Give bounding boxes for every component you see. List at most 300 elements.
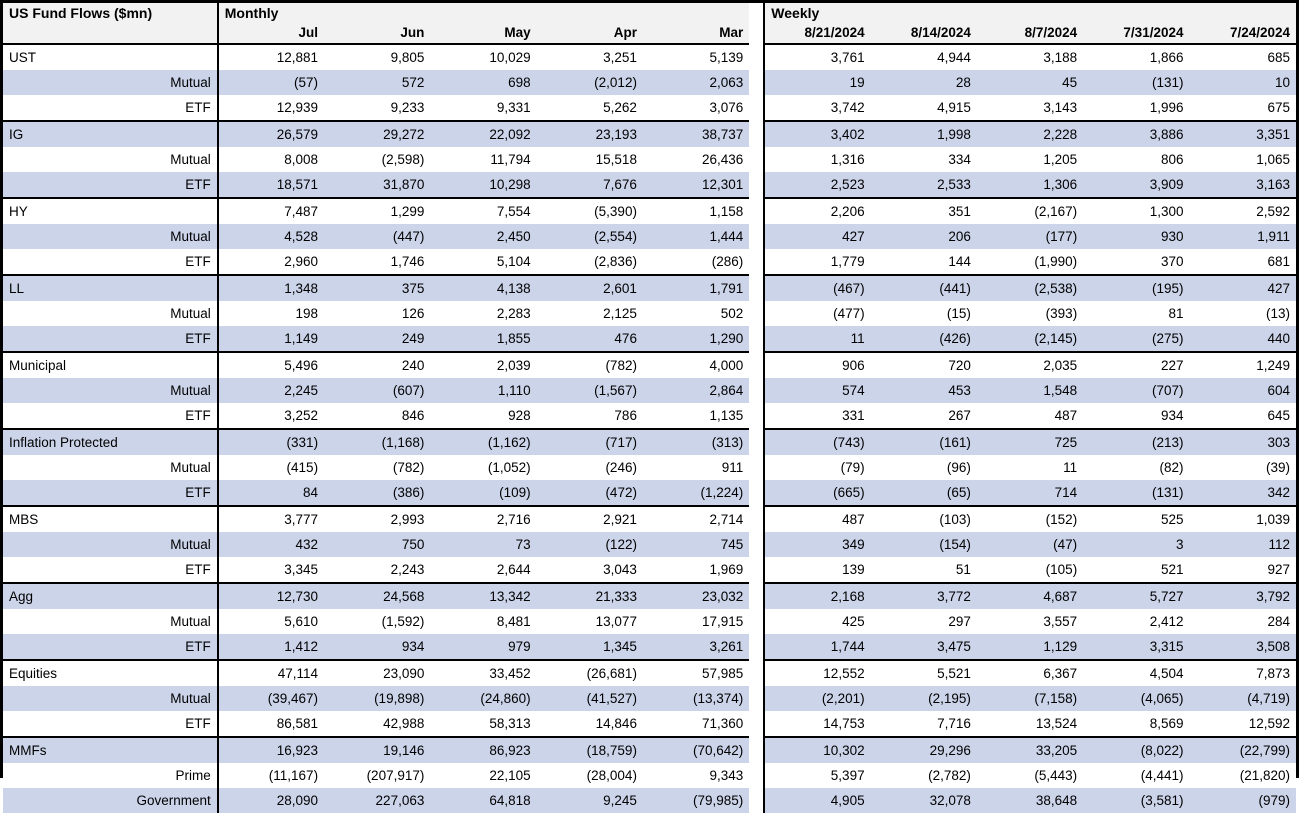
cell-monthly-3: 9,245 (537, 788, 643, 813)
cell-weekly-4: 12,592 (1189, 711, 1296, 737)
cell-weekly-2: 11 (977, 455, 1083, 480)
cell-monthly-4: 5,139 (643, 44, 749, 70)
table-row (3, 455, 1296, 480)
cell-weekly-4: 1,249 (1189, 352, 1296, 378)
cell-weekly-3: (195) (1083, 275, 1189, 301)
row-gap (749, 660, 764, 686)
row-label: Mutual (3, 378, 218, 403)
col-header-monthly-4: Mar (643, 23, 749, 44)
cell-weekly-4: 3,792 (1189, 583, 1296, 609)
cell-weekly-1: 4,944 (871, 44, 977, 70)
cell-weekly-2: (177) (977, 224, 1083, 249)
row-gap (749, 352, 764, 378)
row-label: ETF (3, 172, 218, 198)
cell-weekly-0: 1,316 (764, 147, 870, 172)
table-row (3, 788, 1296, 813)
cell-monthly-3: 2,601 (537, 275, 643, 301)
cell-monthly-0: 12,939 (218, 95, 324, 121)
cell-monthly-4: 12,301 (643, 172, 749, 198)
cell-weekly-0: 3,761 (764, 44, 870, 70)
row-gap (749, 378, 764, 403)
table-row (3, 532, 1296, 557)
row-label: Mutual (3, 301, 218, 326)
table-row (3, 763, 1296, 788)
row-gap (749, 532, 764, 557)
cell-weekly-4: 342 (1189, 480, 1296, 506)
cell-weekly-3: (4,441) (1083, 763, 1189, 788)
table-row (3, 737, 1296, 763)
cell-weekly-0: 574 (764, 378, 870, 403)
cell-weekly-4: 427 (1189, 275, 1296, 301)
cell-weekly-1: 453 (871, 378, 977, 403)
cell-monthly-0: 198 (218, 301, 324, 326)
cell-weekly-1: (103) (871, 506, 977, 532)
cell-weekly-2: 725 (977, 429, 1083, 455)
cell-weekly-0: 19 (764, 70, 870, 95)
row-label: MBS (3, 506, 218, 532)
cell-weekly-3: (275) (1083, 326, 1189, 352)
cell-weekly-2: 1,306 (977, 172, 1083, 198)
cell-monthly-1: (207,917) (324, 763, 430, 788)
header-gap (749, 23, 764, 44)
cell-monthly-4: (70,642) (643, 737, 749, 763)
group-header-weekly: Weekly (764, 3, 1296, 23)
col-header-monthly-2: May (430, 23, 536, 44)
cell-monthly-4: (1,224) (643, 480, 749, 506)
cell-monthly-3: 21,333 (537, 583, 643, 609)
table-row (3, 44, 1296, 70)
cell-monthly-0: 3,345 (218, 557, 324, 583)
cell-monthly-1: 19,146 (324, 737, 430, 763)
cell-monthly-1: (607) (324, 378, 430, 403)
row-label: Mutual (3, 686, 218, 711)
table-row (3, 70, 1296, 95)
cell-weekly-3: 81 (1083, 301, 1189, 326)
cell-weekly-2: 33,205 (977, 737, 1083, 763)
row-label: ETF (3, 326, 218, 352)
cell-weekly-3: (707) (1083, 378, 1189, 403)
row-gap (749, 172, 764, 198)
row-gap (749, 763, 764, 788)
cell-weekly-1: 32,078 (871, 788, 977, 813)
table-row (3, 95, 1296, 121)
cell-weekly-2: (2,167) (977, 198, 1083, 224)
cell-monthly-4: 3,261 (643, 634, 749, 660)
cell-monthly-2: 64,818 (430, 788, 536, 813)
cell-weekly-1: 2,533 (871, 172, 977, 198)
cell-monthly-1: (19,898) (324, 686, 430, 711)
cell-weekly-0: 10,302 (764, 737, 870, 763)
cell-monthly-4: 3,076 (643, 95, 749, 121)
cell-monthly-1: 846 (324, 403, 430, 429)
row-label: HY (3, 198, 218, 224)
cell-weekly-4: 10 (1189, 70, 1296, 95)
row-label: ETF (3, 249, 218, 275)
cell-weekly-4: 284 (1189, 609, 1296, 634)
cell-weekly-3: 370 (1083, 249, 1189, 275)
cell-monthly-4: (13,374) (643, 686, 749, 711)
cell-weekly-4: (4,719) (1189, 686, 1296, 711)
cell-weekly-0: 12,552 (764, 660, 870, 686)
cell-monthly-2: 11,794 (430, 147, 536, 172)
cell-weekly-1: 3,475 (871, 634, 977, 660)
cell-monthly-0: 12,730 (218, 583, 324, 609)
cell-monthly-3: 15,518 (537, 147, 643, 172)
cell-monthly-3: 2,125 (537, 301, 643, 326)
cell-monthly-3: 23,193 (537, 121, 643, 147)
cell-monthly-4: 745 (643, 532, 749, 557)
cell-weekly-1: (441) (871, 275, 977, 301)
cell-monthly-2: 2,644 (430, 557, 536, 583)
cell-monthly-2: (109) (430, 480, 536, 506)
table-row (3, 301, 1296, 326)
cell-monthly-1: 375 (324, 275, 430, 301)
cell-monthly-4: 2,714 (643, 506, 749, 532)
row-label: ETF (3, 711, 218, 737)
cell-weekly-3: 2,412 (1083, 609, 1189, 634)
row-gap (749, 686, 764, 711)
cell-weekly-4: (21,820) (1189, 763, 1296, 788)
row-gap (749, 788, 764, 813)
row-gap (749, 711, 764, 737)
cell-monthly-2: 928 (430, 403, 536, 429)
cell-monthly-3: 13,077 (537, 609, 643, 634)
cell-weekly-0: 487 (764, 506, 870, 532)
col-header-weekly-2: 8/7/2024 (977, 23, 1083, 44)
cell-monthly-3: (18,759) (537, 737, 643, 763)
cell-weekly-4: 685 (1189, 44, 1296, 70)
cell-monthly-0: (331) (218, 429, 324, 455)
cell-weekly-3: 8,569 (1083, 711, 1189, 737)
row-label: Mutual (3, 532, 218, 557)
cell-weekly-1: 351 (871, 198, 977, 224)
cell-monthly-3: (1,567) (537, 378, 643, 403)
row-gap (749, 275, 764, 301)
row-gap (749, 198, 764, 224)
row-label: Mutual (3, 609, 218, 634)
cell-monthly-3: 7,676 (537, 172, 643, 198)
cell-weekly-1: 51 (871, 557, 977, 583)
cell-monthly-4: 1,791 (643, 275, 749, 301)
cell-monthly-1: 249 (324, 326, 430, 352)
cell-monthly-0: 7,487 (218, 198, 324, 224)
cell-weekly-3: (131) (1083, 70, 1189, 95)
header-row-columns (3, 23, 1296, 44)
cell-weekly-1: 5,521 (871, 660, 977, 686)
cell-weekly-0: 3,742 (764, 95, 870, 121)
cell-monthly-1: 240 (324, 352, 430, 378)
cell-weekly-3: 3,909 (1083, 172, 1189, 198)
cell-weekly-0: 11 (764, 326, 870, 352)
cell-weekly-3: 934 (1083, 403, 1189, 429)
cell-monthly-3: 1,345 (537, 634, 643, 660)
row-gap (749, 326, 764, 352)
row-label: LL (3, 275, 218, 301)
cell-weekly-2: 1,548 (977, 378, 1083, 403)
cell-monthly-2: 2,039 (430, 352, 536, 378)
table-row (3, 172, 1296, 198)
cell-monthly-1: (447) (324, 224, 430, 249)
table-row (3, 326, 1296, 352)
cell-monthly-4: 17,915 (643, 609, 749, 634)
cell-weekly-3: 4,504 (1083, 660, 1189, 686)
cell-weekly-3: 3 (1083, 532, 1189, 557)
row-gap (749, 583, 764, 609)
cell-weekly-1: (2,195) (871, 686, 977, 711)
table-row (3, 249, 1296, 275)
cell-weekly-3: 1,866 (1083, 44, 1189, 70)
cell-monthly-0: (39,467) (218, 686, 324, 711)
cell-monthly-0: (11,167) (218, 763, 324, 788)
cell-monthly-3: (2,836) (537, 249, 643, 275)
cell-weekly-2: (393) (977, 301, 1083, 326)
table-row (3, 583, 1296, 609)
cell-monthly-2: 5,104 (430, 249, 536, 275)
cell-monthly-1: 572 (324, 70, 430, 95)
cell-monthly-1: 24,568 (324, 583, 430, 609)
cell-weekly-3: (4,065) (1083, 686, 1189, 711)
cell-monthly-2: (1,162) (430, 429, 536, 455)
cell-monthly-3: (26,681) (537, 660, 643, 686)
cell-monthly-2: 2,716 (430, 506, 536, 532)
cell-weekly-2: 487 (977, 403, 1083, 429)
cell-monthly-2: 13,342 (430, 583, 536, 609)
cell-weekly-2: 714 (977, 480, 1083, 506)
cell-monthly-1: (386) (324, 480, 430, 506)
cell-monthly-3: 5,262 (537, 95, 643, 121)
col-header-weekly-3: 7/31/2024 (1083, 23, 1189, 44)
cell-weekly-1: 3,772 (871, 583, 977, 609)
cell-weekly-4: 3,351 (1189, 121, 1296, 147)
row-gap (749, 480, 764, 506)
cell-weekly-0: 2,523 (764, 172, 870, 198)
row-gap (749, 44, 764, 70)
cell-monthly-1: 2,993 (324, 506, 430, 532)
cell-weekly-1: (426) (871, 326, 977, 352)
cell-monthly-0: 84 (218, 480, 324, 506)
cell-weekly-4: 3,163 (1189, 172, 1296, 198)
cell-weekly-2: 2,228 (977, 121, 1083, 147)
cell-weekly-3: 525 (1083, 506, 1189, 532)
group-header-monthly: Monthly (218, 3, 750, 23)
table-row (3, 686, 1296, 711)
cell-weekly-0: 1,779 (764, 249, 870, 275)
cell-monthly-4: 9,343 (643, 763, 749, 788)
row-label: Mutual (3, 224, 218, 249)
cell-weekly-1: (154) (871, 532, 977, 557)
cell-monthly-1: 126 (324, 301, 430, 326)
cell-monthly-0: 5,610 (218, 609, 324, 634)
col-header-weekly-1: 8/14/2024 (871, 23, 977, 44)
cell-monthly-3: 786 (537, 403, 643, 429)
cell-weekly-1: 206 (871, 224, 977, 249)
row-gap (749, 224, 764, 249)
cell-weekly-2: 2,035 (977, 352, 1083, 378)
row-label: ETF (3, 95, 218, 121)
cell-weekly-4: (39) (1189, 455, 1296, 480)
cell-weekly-0: 906 (764, 352, 870, 378)
cell-monthly-0: 16,923 (218, 737, 324, 763)
cell-weekly-0: 3,402 (764, 121, 870, 147)
cell-monthly-1: (782) (324, 455, 430, 480)
cell-monthly-3: (41,527) (537, 686, 643, 711)
cell-weekly-2: (2,538) (977, 275, 1083, 301)
cell-monthly-2: 7,554 (430, 198, 536, 224)
row-label: ETF (3, 480, 218, 506)
cell-weekly-1: 334 (871, 147, 977, 172)
cell-monthly-4: (79,985) (643, 788, 749, 813)
cell-monthly-0: 3,252 (218, 403, 324, 429)
cell-weekly-2: 6,367 (977, 660, 1083, 686)
cell-weekly-2: (5,443) (977, 763, 1083, 788)
row-label: Mutual (3, 455, 218, 480)
cell-weekly-0: (79) (764, 455, 870, 480)
cell-weekly-0: (665) (764, 480, 870, 506)
cell-monthly-3: 476 (537, 326, 643, 352)
cell-monthly-4: 1,969 (643, 557, 749, 583)
table-row (3, 198, 1296, 224)
table-row (3, 711, 1296, 737)
table-row (3, 660, 1296, 686)
cell-monthly-2: 10,029 (430, 44, 536, 70)
cell-monthly-3: (2,554) (537, 224, 643, 249)
cell-weekly-0: (477) (764, 301, 870, 326)
cell-weekly-1: 297 (871, 609, 977, 634)
cell-weekly-0: 14,753 (764, 711, 870, 737)
cell-weekly-4: 1,039 (1189, 506, 1296, 532)
table-row (3, 352, 1296, 378)
cell-weekly-3: 1,996 (1083, 95, 1189, 121)
cell-weekly-4: (22,799) (1189, 737, 1296, 763)
row-gap (749, 70, 764, 95)
row-gap (749, 455, 764, 480)
row-label: Agg (3, 583, 218, 609)
cell-weekly-0: 331 (764, 403, 870, 429)
cell-weekly-3: 806 (1083, 147, 1189, 172)
cell-weekly-2: (105) (977, 557, 1083, 583)
cell-monthly-1: 31,870 (324, 172, 430, 198)
table-row (3, 224, 1296, 249)
cell-monthly-0: 18,571 (218, 172, 324, 198)
cell-weekly-0: 349 (764, 532, 870, 557)
cell-weekly-0: 425 (764, 609, 870, 634)
cell-monthly-2: 2,450 (430, 224, 536, 249)
cell-weekly-4: 604 (1189, 378, 1296, 403)
row-gap (749, 634, 764, 660)
row-gap (749, 147, 764, 172)
cell-weekly-2: (47) (977, 532, 1083, 557)
cell-monthly-0: 2,245 (218, 378, 324, 403)
cell-weekly-0: 5,397 (764, 763, 870, 788)
cell-monthly-2: 698 (430, 70, 536, 95)
table-row (3, 557, 1296, 583)
cell-monthly-0: 28,090 (218, 788, 324, 813)
cell-monthly-2: 2,283 (430, 301, 536, 326)
cell-monthly-1: 2,243 (324, 557, 430, 583)
cell-monthly-0: 1,412 (218, 634, 324, 660)
row-gap (749, 429, 764, 455)
cell-monthly-1: 1,746 (324, 249, 430, 275)
cell-monthly-0: 8,008 (218, 147, 324, 172)
cell-weekly-2: 4,687 (977, 583, 1083, 609)
cell-weekly-2: (1,990) (977, 249, 1083, 275)
cell-weekly-3: (3,581) (1083, 788, 1189, 813)
cell-monthly-4: 911 (643, 455, 749, 480)
table-row (3, 121, 1296, 147)
row-label: Municipal (3, 352, 218, 378)
cell-weekly-1: 28 (871, 70, 977, 95)
row-label: Prime (3, 763, 218, 788)
cell-monthly-4: 57,985 (643, 660, 749, 686)
cell-weekly-4: 2,592 (1189, 198, 1296, 224)
cell-weekly-3: 3,886 (1083, 121, 1189, 147)
cell-weekly-0: 427 (764, 224, 870, 249)
cell-monthly-0: 432 (218, 532, 324, 557)
cell-monthly-2: 8,481 (430, 609, 536, 634)
cell-monthly-0: (415) (218, 455, 324, 480)
cell-weekly-0: 1,744 (764, 634, 870, 660)
cell-monthly-4: 1,290 (643, 326, 749, 352)
cell-monthly-2: 1,110 (430, 378, 536, 403)
cell-monthly-4: 1,158 (643, 198, 749, 224)
cell-monthly-2: 33,452 (430, 660, 536, 686)
cell-weekly-3: (82) (1083, 455, 1189, 480)
cell-weekly-1: (15) (871, 301, 977, 326)
cell-monthly-0: 47,114 (218, 660, 324, 686)
cell-weekly-0: 2,168 (764, 583, 870, 609)
cell-monthly-3: (246) (537, 455, 643, 480)
cell-monthly-1: (1,168) (324, 429, 430, 455)
cell-monthly-0: 1,149 (218, 326, 324, 352)
cell-monthly-1: (2,598) (324, 147, 430, 172)
cell-monthly-0: 12,881 (218, 44, 324, 70)
row-gap (749, 301, 764, 326)
cell-monthly-4: 1,135 (643, 403, 749, 429)
cell-monthly-4: (313) (643, 429, 749, 455)
cell-weekly-3: 3,315 (1083, 634, 1189, 660)
cell-weekly-4: 675 (1189, 95, 1296, 121)
table-row (3, 506, 1296, 532)
cell-monthly-0: 4,528 (218, 224, 324, 249)
col-header-weekly-4: 7/24/2024 (1189, 23, 1296, 44)
cell-monthly-1: 23,090 (324, 660, 430, 686)
cell-monthly-0: (57) (218, 70, 324, 95)
cell-monthly-3: (717) (537, 429, 643, 455)
cell-monthly-2: 979 (430, 634, 536, 660)
table-row (3, 609, 1296, 634)
cell-monthly-1: 42,988 (324, 711, 430, 737)
row-label: ETF (3, 557, 218, 583)
cell-weekly-2: 3,143 (977, 95, 1083, 121)
header-row-groups (3, 3, 1296, 23)
row-gap (749, 121, 764, 147)
cell-weekly-2: (2,145) (977, 326, 1083, 352)
cell-weekly-1: (65) (871, 480, 977, 506)
cell-monthly-4: (286) (643, 249, 749, 275)
cell-monthly-3: (5,390) (537, 198, 643, 224)
cell-weekly-4: (13) (1189, 301, 1296, 326)
cell-weekly-1: 4,915 (871, 95, 977, 121)
cell-monthly-2: 1,855 (430, 326, 536, 352)
cell-weekly-3: 1,300 (1083, 198, 1189, 224)
cell-monthly-2: 22,092 (430, 121, 536, 147)
cell-monthly-1: 9,233 (324, 95, 430, 121)
table-row (3, 429, 1296, 455)
cell-monthly-4: 71,360 (643, 711, 749, 737)
cell-monthly-0: 86,581 (218, 711, 324, 737)
cell-weekly-4: 112 (1189, 532, 1296, 557)
cell-monthly-1: 934 (324, 634, 430, 660)
